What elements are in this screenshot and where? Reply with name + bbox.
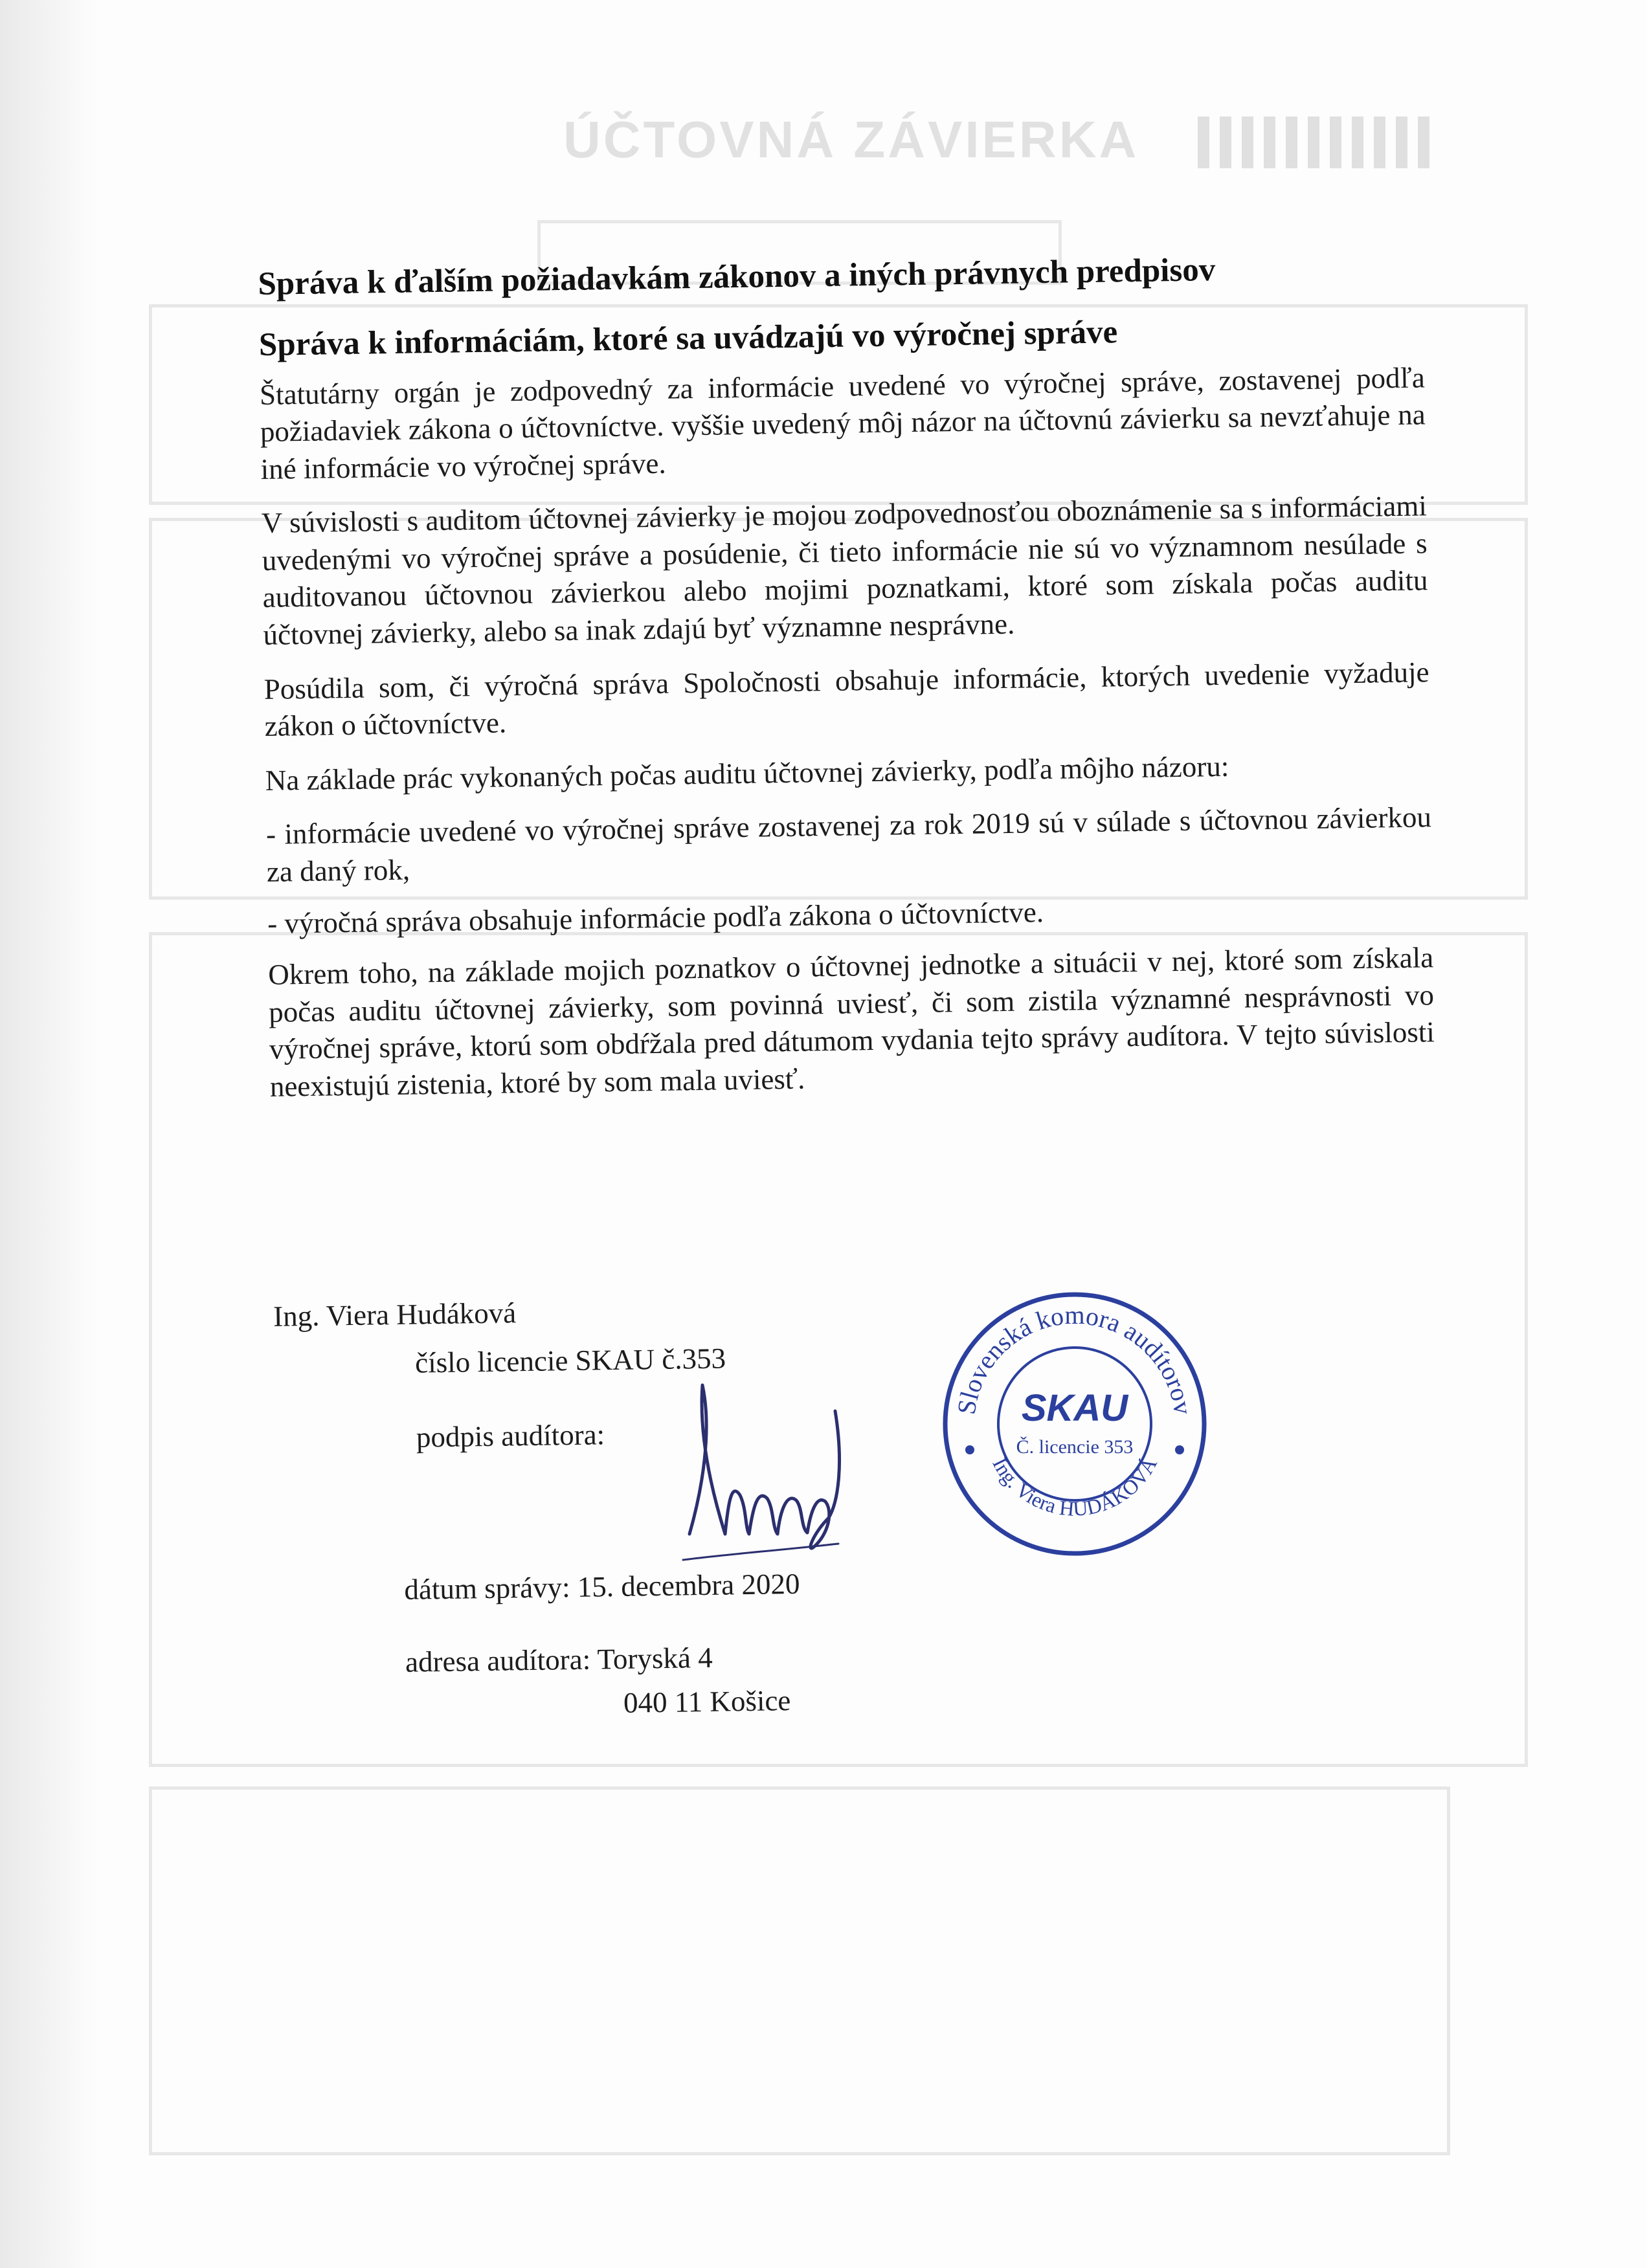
paragraph-closing: Okrem toho, na základe mojich poznatkov o účtovnej jednotke a situácii v nej, ktoré som získala počas auditu účtovnej závierky, som povinná uviesť, či som zistila významné nesprávnosti vo výročnej správe, ktorú som obdŕžala pred dátumom vydania tejto správy audítora. V tejto súvislosti neexistujú zistenia, ktoré by som mala uviesť. (267, 941, 1435, 1103)
stamp-license: Č. licencie 353 (1016, 1436, 1134, 1458)
auditor-address: adresa audítora: Toryská 4 (405, 1641, 713, 1678)
paragraph-responsibility: Štatutárny orgán je zodpovedný za informácie uvedené vo výročnej správe, zostavenej podľa požiadaviek zákona o účtovníctve. vyššie uvedený môj názor na účtovnú závierku sa nevzťahuje na iné informácie vo výročnej správe. (259, 361, 1426, 485)
paragraph-audit-duty: V súvislosti s auditom účtovnej závierky je mojou zodpovednosťou oboznámenie sa s informáciami uvedenými vo výročnej správe a posúdenie, či tieto informácie nie sú vo významnom nesúlade s auditovanou účtovnou závierkou alebo mojimi poznatkami, ktoré som získala počas auditu účtovnej závierky, alebo sa inak zdajú byť významne nesprávne. (261, 489, 1428, 651)
auditor-signature-block (273, 1282, 1445, 1753)
stamp-logo: SKAU (1021, 1387, 1128, 1429)
report-heading: Správa k ďalším požiadavkám zákonov a iných právnych predpisov (258, 252, 1216, 302)
report-subheading: Správa k informáciám, ktoré sa uvádzajú vo výročnej správe (258, 314, 1118, 363)
report-date: dátum správy: 15. decembra 2020 (404, 1567, 800, 1606)
handwritten-signature (664, 1372, 858, 1579)
stamp-bottom-text: Ing. Viera HUDÁKOVÁ (988, 1453, 1161, 1520)
bleed-through-box (149, 1786, 1450, 2155)
stamp-dot (965, 1445, 974, 1454)
paragraph-assessment: Posúdila som, či výročná správa Spoločnosti obsahuje informácie, ktorých uvedenie vyžaduje zákon o účtovníctve. (263, 655, 1429, 743)
auditor-stamp (939, 1288, 1211, 1560)
binding-shadow (0, 0, 97, 2268)
auditor-license: číslo licencie SKAU č.353 (414, 1342, 726, 1379)
auditor-name: Ing. Viera Hudáková (273, 1296, 517, 1333)
auditor-address-city: 040 11 Košice (623, 1684, 791, 1719)
stamp-dot (1175, 1445, 1184, 1454)
signature-label: podpis audítora: (416, 1418, 605, 1454)
bleed-through-barcode (1198, 117, 1431, 168)
opinion-list-item: - informácie uvedené vo výročnej správe zostavenej za rok 2019 sú v súlade s účtovnou závierkou za daný rok, (265, 801, 1432, 888)
paragraph-opinion-intro: Na základe prác vykonaných počas auditu účtovnej závierky, podľa môjho názoru: (265, 750, 1229, 797)
stamp-outer-text: Slovenská komora audítorov (951, 1300, 1198, 1417)
opinion-list-item: - výročná správa obsahuje informácie podľa zákona o účtovníctve. (267, 895, 1044, 940)
bleed-through-heading: ÚČTOVNÁ ZÁVIERKA (563, 111, 1139, 168)
